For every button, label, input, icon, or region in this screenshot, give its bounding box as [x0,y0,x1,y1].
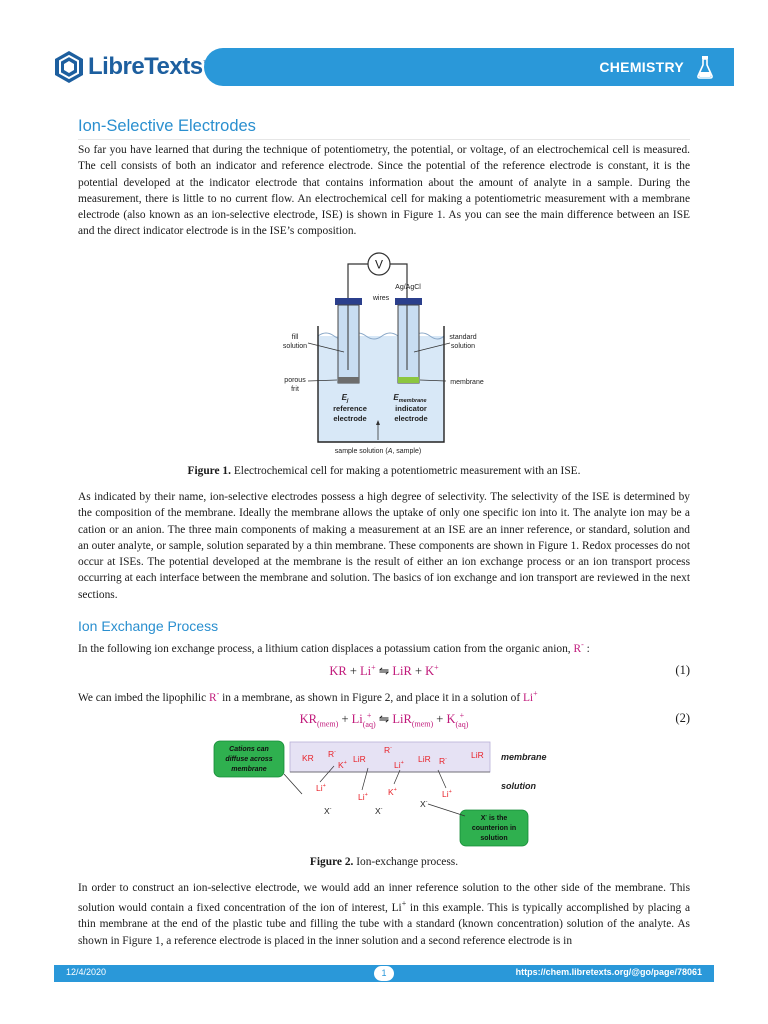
lir-species-1: LiR [353,754,366,764]
imbed-paragraph: We can imbed the lipophilic R- in a membrane, as shown in Figure 2, and place it in a solution of Li+ [78,689,538,704]
k-species-solution: K+ [388,787,397,797]
cations-callout-line-1: Cations can [229,746,269,753]
porous-frit-label-2: frit [291,386,299,393]
ion-selective-membrane [398,377,419,383]
title-divider [78,139,690,140]
footer-page-number: 1 [374,966,394,981]
subject-banner [204,48,734,86]
standard-solution-label-1: standard [449,334,477,341]
counterion-callout-pointer [428,804,465,816]
logo-text: LibreTexts [88,53,203,80]
figure-1-electrochemical-cell [278,250,490,460]
flask-icon [696,55,714,79]
li-species-solution-2: Li+ [358,792,368,802]
x-counterion-3: X- [420,799,428,809]
ej-label: $E_j$ [341,393,349,404]
porous-frit-label-1: porous [284,377,306,384]
construct-paragraph: In order to construct an ion-selective electrode, we would add an inner reference solution to the other side of the membrane. This solution would contain a fixed concentration of the ion of interest, Li+ in this example. This is typically accomplished by placing a thin membrane at the end of the plastic tube and filling the tube with a standard (known concentration) solution of the analyte. As shown in Figure 1, a reference electrode is placed in the inner solution and a second reference electrode is in [78,882,690,947]
libretexts-logo-icon [54,50,84,84]
subject-label[interactable]: CHEMISTRY [599,59,684,75]
figure-1-caption: Figure 1. Electrochemical cell for making a potentiometric measurement with an ISE. [187,465,581,477]
figure-2-ion-exchange [210,736,570,848]
indicator-electrode-label-1: indicator [395,404,427,413]
equation-1-number: (1) [675,663,690,677]
lir-species-2: LiR [418,754,431,764]
reference-electrode-label-2: electrode [333,414,367,423]
reference-electrode-label-1: reference [333,404,367,413]
footer-url-link[interactable]: https://chem.libretexts.org/@go/page/78061 [515,967,702,977]
membrane-region-label: membrane [501,752,547,762]
li-species-solution-3: Li+ [442,789,452,799]
ion-exchange-intro-paragraph: In the following ion exchange process, a lithium cation displaces a potassium cation from the organic anion, R- : [78,640,590,655]
fill-solution-label-1: fill [291,334,299,341]
section-heading-ion-exchange: Ion Exchange Process [78,618,219,634]
fill-solution-label-2: solution [282,343,308,350]
outer-solution [318,336,444,442]
reference-electrode-cap [335,298,362,305]
standard-solution-label-2: solution [450,343,476,350]
equation-1-body: KR + Li+ ⇋ LiR + K+ [329,663,439,679]
kr-species: KR [302,753,314,763]
emembrane-label: $E_{membrane}$ [393,393,427,404]
lir-species-3: LiR [471,750,484,760]
r-species-3: R- [439,756,447,766]
membrane-label: membrane [450,379,484,386]
x-counterion-2: X- [375,806,383,816]
selectivity-paragraph: As indicated by their name, ion-selective electrodes possess a high degree of selectivity. The selectivity of the ISE is determined by the composition of the membrane. Ideally the membrane allows the uptake of only one specific ion into it. The analyte ion may be a cation or an anion. The three main components of making a measurement at an ISE are an inner reference, or standard, solution and an outer analyte, or sample, solution separated by a thin membrane. These components are shown in Figure 1. Redox processes do not occur at ISEs. The potential developed at the membrane is the result of either an ion exchange process or an ion transport process occurring at each interface between the membrane and solution. The basics of ion exchange and ion transport are reviewed in the next sections. [78,491,690,601]
wires-label-2: wires [372,295,390,302]
cations-callout-line-3: membrane [231,766,267,773]
indicator-electrode-cap [395,298,422,305]
figure-2-caption: Figure 2. Ion-exchange process. [309,856,459,868]
porous-frit [338,377,359,383]
page-title: Ion-Selective Electrodes [78,117,256,135]
sample-solution-label: sample solution (A, sample) [334,448,422,455]
cations-callout-pointer [284,774,302,794]
equation-2-number: (2) [675,711,690,725]
libretexts-logo[interactable] [54,50,209,84]
wires-label-1: Ag/AgCl [395,284,421,291]
solution-region-label: solution [501,781,536,791]
page-header [0,0,768,110]
x-counterion-1: X- [324,806,332,816]
cations-callout-line-2: diffuse across [225,756,273,763]
li-species-solution-1: Li+ [316,783,326,793]
indicator-electrode-tube [398,305,419,383]
voltmeter-label: V [374,257,384,272]
k-species-1: K+ [338,760,347,770]
r-species-2: R- [384,745,392,755]
counterion-callout-line-1: X- is the [480,813,508,822]
intro-paragraph: So far you have learned that during the technique of potentiometry, the potential, or voltage, of an electrochemical cell is measured. The cell consists of both an indicator and reference electrode. Since the potential of the reference electrode is constant, it is the potential developed at the indicator electrode that contains information about the amount of analyte in a sample. During the measurement, there is little to no current flow. An electrochemical cell for making a potentiometric measurement with a membrane electrode (also known as an ion-selective electrode, ISE) is shown in Figure 1. As you can see the main difference between an ISE and the direct indicator electrode is in the ISE’s composition. [78,144,690,238]
r-species-1: R- [328,749,336,759]
footer-date: 12/4/2020 [66,967,107,977]
equation-2-body: $KR_{(mem)} + Li$ + (aq) ⇋ LiR$_{(mem)}$ + K + (aq) [299,711,469,730]
li-species-membrane: Li+ [394,760,404,770]
counterion-callout-line-2: counterion in [471,825,517,832]
counterion-callout-line-3: solution [480,835,508,842]
indicator-electrode-label-2: electrode [394,414,428,423]
page-footer [54,965,714,982]
